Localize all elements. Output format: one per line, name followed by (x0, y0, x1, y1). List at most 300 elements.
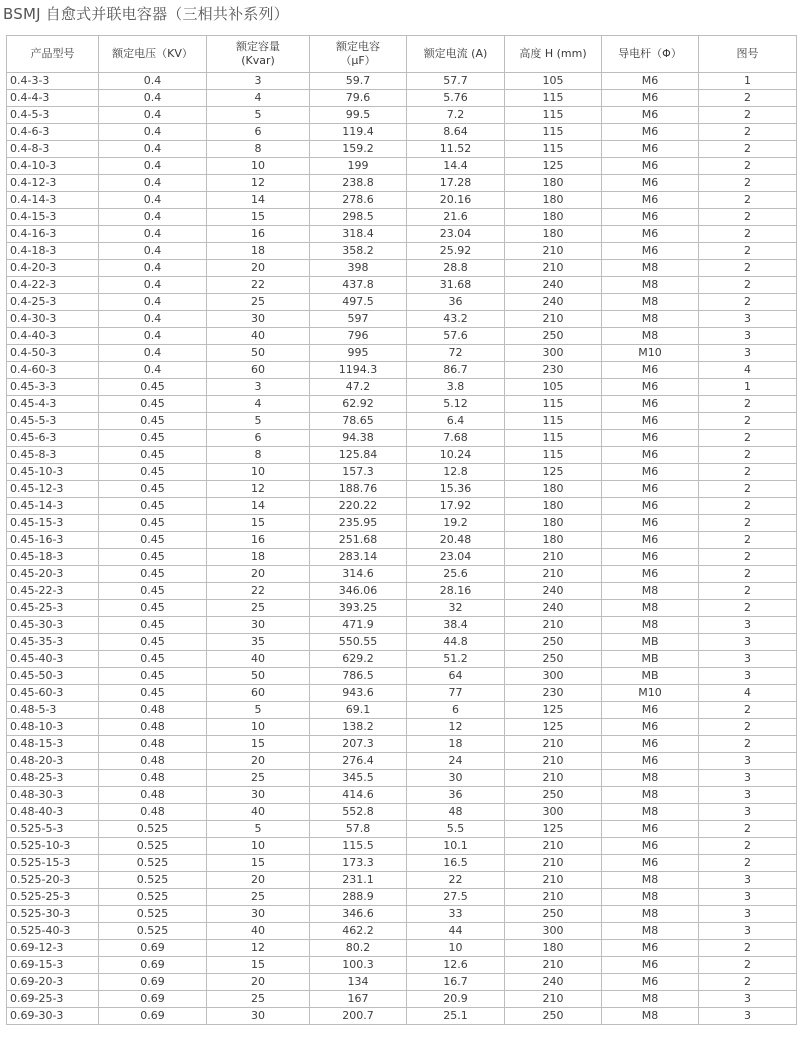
cell-rated-capacitance: 276.4 (310, 753, 407, 770)
cell-height: 210 (505, 617, 602, 634)
cell-model: 0.45-5-3 (7, 413, 99, 430)
cell-rated-current: 5.12 (407, 396, 505, 413)
cell-rated-capacitance: 207.3 (310, 736, 407, 753)
cell-rated-current: 28.16 (407, 583, 505, 600)
cell-rated-voltage: 0.45 (99, 600, 207, 617)
cell-model: 0.45-10-3 (7, 464, 99, 481)
table-row (7, 260, 797, 277)
cell-rated-current: 15.36 (407, 481, 505, 498)
cell-rated-current: 17.92 (407, 498, 505, 515)
cell-height: 250 (505, 328, 602, 345)
cell-rated-capacity: 8 (207, 447, 310, 464)
cell-rated-capacitance: 398 (310, 260, 407, 277)
cell-rated-capacitance: 298.5 (310, 209, 407, 226)
cell-model: 0.69-30-3 (7, 1008, 99, 1025)
cell-rated-voltage: 0.4 (99, 294, 207, 311)
cell-figure-no: 2 (699, 549, 797, 566)
table-row (7, 838, 797, 855)
cell-model: 0.45-16-3 (7, 532, 99, 549)
cell-terminal-rod: M6 (602, 209, 699, 226)
cell-rated-voltage: 0.4 (99, 209, 207, 226)
table-row (7, 549, 797, 566)
cell-model: 0.48-15-3 (7, 736, 99, 753)
cell-rated-capacity: 40 (207, 923, 310, 940)
cell-rated-capacitance: 462.2 (310, 923, 407, 940)
cell-rated-capacity: 14 (207, 498, 310, 515)
cell-height: 115 (505, 396, 602, 413)
table-row (7, 566, 797, 583)
cell-rated-capacity: 10 (207, 464, 310, 481)
cell-rated-voltage: 0.4 (99, 175, 207, 192)
cell-rated-current: 57.6 (407, 328, 505, 345)
cell-rated-current: 28.8 (407, 260, 505, 277)
cell-model: 0.69-12-3 (7, 940, 99, 957)
cell-terminal-rod: M8 (602, 294, 699, 311)
cell-rated-current: 22 (407, 872, 505, 889)
cell-terminal-rod: M6 (602, 549, 699, 566)
cell-height: 230 (505, 362, 602, 379)
cell-rated-capacity: 30 (207, 617, 310, 634)
cell-model: 0.45-25-3 (7, 600, 99, 617)
cell-figure-no: 3 (699, 651, 797, 668)
cell-rated-voltage: 0.45 (99, 549, 207, 566)
cell-height: 210 (505, 243, 602, 260)
cell-rated-voltage: 0.4 (99, 311, 207, 328)
cell-rated-voltage: 0.525 (99, 855, 207, 872)
cell-rated-current: 10.24 (407, 447, 505, 464)
cell-figure-no: 2 (699, 226, 797, 243)
table-header (7, 36, 797, 73)
cell-terminal-rod: M6 (602, 413, 699, 430)
cell-terminal-rod: MB (602, 651, 699, 668)
table-body (7, 73, 797, 1025)
cell-height: 105 (505, 379, 602, 396)
cell-figure-no: 2 (699, 566, 797, 583)
cell-figure-no: 2 (699, 719, 797, 736)
cell-rated-capacity: 5 (207, 413, 310, 430)
cell-rated-capacitance: 167 (310, 991, 407, 1008)
table-row (7, 498, 797, 515)
cell-rated-capacity: 16 (207, 532, 310, 549)
cell-rated-current: 44 (407, 923, 505, 940)
cell-model: 0.4-6-3 (7, 124, 99, 141)
table-row (7, 668, 797, 685)
cell-rated-current: 25.92 (407, 243, 505, 260)
cell-rated-capacity: 5 (207, 821, 310, 838)
table-row (7, 277, 797, 294)
cell-terminal-rod: M8 (602, 617, 699, 634)
cell-rated-capacitance: 786.5 (310, 668, 407, 685)
cell-height: 250 (505, 787, 602, 804)
cell-rated-capacity: 20 (207, 974, 310, 991)
cell-rated-voltage: 0.45 (99, 685, 207, 702)
cell-rated-voltage: 0.4 (99, 124, 207, 141)
table-row (7, 753, 797, 770)
cell-figure-no: 3 (699, 311, 797, 328)
cell-figure-no: 3 (699, 906, 797, 923)
header-terminal-rod: 导电杆（Φ） (602, 36, 699, 73)
cell-figure-no: 2 (699, 855, 797, 872)
table-row (7, 379, 797, 396)
cell-model: 0.4-10-3 (7, 158, 99, 175)
cell-model: 0.4-16-3 (7, 226, 99, 243)
cell-height: 240 (505, 294, 602, 311)
cell-height: 180 (505, 209, 602, 226)
cell-terminal-rod: M6 (602, 362, 699, 379)
table-row (7, 889, 797, 906)
cell-rated-capacitance: 69.1 (310, 702, 407, 719)
cell-model: 0.45-40-3 (7, 651, 99, 668)
cell-rated-capacity: 50 (207, 345, 310, 362)
cell-model: 0.4-15-3 (7, 209, 99, 226)
table-row (7, 685, 797, 702)
cell-rated-capacity: 25 (207, 600, 310, 617)
cell-figure-no: 3 (699, 753, 797, 770)
cell-rated-capacitance: 251.68 (310, 532, 407, 549)
cell-rated-voltage: 0.525 (99, 838, 207, 855)
cell-rated-voltage: 0.45 (99, 396, 207, 413)
cell-terminal-rod: M6 (602, 141, 699, 158)
cell-terminal-rod: M6 (602, 464, 699, 481)
cell-figure-no: 2 (699, 957, 797, 974)
cell-terminal-rod: M6 (602, 226, 699, 243)
cell-model: 0.48-30-3 (7, 787, 99, 804)
cell-figure-no: 3 (699, 668, 797, 685)
cell-rated-current: 86.7 (407, 362, 505, 379)
cell-figure-no: 2 (699, 294, 797, 311)
cell-model: 0.4-50-3 (7, 345, 99, 362)
table-row (7, 158, 797, 175)
table-row (7, 447, 797, 464)
cell-rated-voltage: 0.525 (99, 923, 207, 940)
cell-rated-current: 31.68 (407, 277, 505, 294)
cell-terminal-rod: M8 (602, 1008, 699, 1025)
header-model: 产品型号 (7, 36, 99, 73)
cell-terminal-rod: M6 (602, 243, 699, 260)
cell-figure-no: 2 (699, 481, 797, 498)
table-row (7, 226, 797, 243)
cell-figure-no: 2 (699, 464, 797, 481)
cell-height: 250 (505, 634, 602, 651)
cell-model: 0.525-25-3 (7, 889, 99, 906)
cell-terminal-rod: M6 (602, 940, 699, 957)
cell-terminal-rod: MB (602, 668, 699, 685)
table-row (7, 583, 797, 600)
cell-rated-capacitance: 100.3 (310, 957, 407, 974)
cell-terminal-rod: M6 (602, 379, 699, 396)
table-row (7, 311, 797, 328)
cell-height: 180 (505, 498, 602, 515)
cell-rated-capacity: 40 (207, 804, 310, 821)
cell-terminal-rod: M6 (602, 90, 699, 107)
cell-height: 115 (505, 447, 602, 464)
cell-rated-capacity: 18 (207, 243, 310, 260)
cell-terminal-rod: M6 (602, 957, 699, 974)
cell-rated-capacity: 5 (207, 702, 310, 719)
cell-rated-current: 27.5 (407, 889, 505, 906)
cell-model: 0.45-4-3 (7, 396, 99, 413)
cell-rated-capacitance: 220.22 (310, 498, 407, 515)
cell-height: 240 (505, 583, 602, 600)
cell-rated-capacity: 16 (207, 226, 310, 243)
cell-rated-capacitance: 78.65 (310, 413, 407, 430)
cell-rated-capacitance: 471.9 (310, 617, 407, 634)
cell-height: 210 (505, 311, 602, 328)
table-row (7, 243, 797, 260)
cell-terminal-rod: M8 (602, 991, 699, 1008)
cell-terminal-rod: M8 (602, 923, 699, 940)
cell-terminal-rod: M8 (602, 906, 699, 923)
cell-rated-voltage: 0.48 (99, 702, 207, 719)
cell-terminal-rod: M8 (602, 583, 699, 600)
cell-rated-capacity: 12 (207, 940, 310, 957)
cell-model: 0.45-8-3 (7, 447, 99, 464)
cell-rated-capacitance: 115.5 (310, 838, 407, 855)
cell-rated-capacity: 20 (207, 566, 310, 583)
table-row (7, 1008, 797, 1025)
cell-rated-current: 20.9 (407, 991, 505, 1008)
cell-model: 0.525-40-3 (7, 923, 99, 940)
cell-figure-no: 3 (699, 634, 797, 651)
cell-rated-capacitance: 283.14 (310, 549, 407, 566)
cell-rated-capacitance: 173.3 (310, 855, 407, 872)
cell-rated-capacity: 40 (207, 328, 310, 345)
cell-model: 0.45-15-3 (7, 515, 99, 532)
cell-rated-current: 19.2 (407, 515, 505, 532)
cell-figure-no: 2 (699, 702, 797, 719)
cell-terminal-rod: M6 (602, 175, 699, 192)
cell-rated-current: 77 (407, 685, 505, 702)
cell-rated-current: 7.2 (407, 107, 505, 124)
cell-model: 0.525-5-3 (7, 821, 99, 838)
cell-rated-capacitance: 943.6 (310, 685, 407, 702)
table-row (7, 821, 797, 838)
cell-height: 180 (505, 940, 602, 957)
cell-rated-capacitance: 238.8 (310, 175, 407, 192)
table-row (7, 413, 797, 430)
cell-terminal-rod: M6 (602, 498, 699, 515)
cell-terminal-rod: M6 (602, 566, 699, 583)
cell-rated-capacity: 22 (207, 277, 310, 294)
cell-height: 180 (505, 481, 602, 498)
cell-figure-no: 2 (699, 277, 797, 294)
cell-rated-capacity: 18 (207, 549, 310, 566)
cell-height: 180 (505, 175, 602, 192)
cell-figure-no: 3 (699, 923, 797, 940)
page-title: BSMJ 自愈式并联电容器（三相共补系列） (3, 5, 289, 23)
cell-model: 0.525-30-3 (7, 906, 99, 923)
cell-model: 0.4-4-3 (7, 90, 99, 107)
cell-rated-capacity: 4 (207, 90, 310, 107)
cell-terminal-rod: M10 (602, 685, 699, 702)
cell-terminal-rod: M6 (602, 702, 699, 719)
cell-height: 210 (505, 838, 602, 855)
cell-figure-no: 3 (699, 804, 797, 821)
cell-rated-capacitance: 995 (310, 345, 407, 362)
cell-rated-current: 36 (407, 294, 505, 311)
cell-rated-current: 11.52 (407, 141, 505, 158)
cell-rated-current: 20.16 (407, 192, 505, 209)
cell-figure-no: 2 (699, 90, 797, 107)
cell-figure-no: 2 (699, 447, 797, 464)
cell-rated-voltage: 0.69 (99, 974, 207, 991)
cell-figure-no: 2 (699, 583, 797, 600)
cell-height: 300 (505, 804, 602, 821)
cell-rated-capacity: 20 (207, 260, 310, 277)
cell-model: 0.4-12-3 (7, 175, 99, 192)
cell-height: 250 (505, 651, 602, 668)
cell-rated-current: 6.4 (407, 413, 505, 430)
cell-model: 0.45-30-3 (7, 617, 99, 634)
cell-height: 180 (505, 226, 602, 243)
cell-rated-voltage: 0.525 (99, 906, 207, 923)
cell-height: 300 (505, 345, 602, 362)
cell-height: 240 (505, 600, 602, 617)
table-row (7, 634, 797, 651)
cell-rated-capacitance: 59.7 (310, 73, 407, 90)
cell-rated-current: 3.8 (407, 379, 505, 396)
cell-rated-voltage: 0.45 (99, 430, 207, 447)
cell-rated-voltage: 0.525 (99, 872, 207, 889)
cell-figure-no: 2 (699, 175, 797, 192)
cell-rated-capacitance: 314.6 (310, 566, 407, 583)
cell-terminal-rod: M6 (602, 430, 699, 447)
cell-height: 210 (505, 753, 602, 770)
cell-terminal-rod: M8 (602, 889, 699, 906)
table-row (7, 957, 797, 974)
cell-figure-no: 2 (699, 413, 797, 430)
cell-rated-voltage: 0.4 (99, 158, 207, 175)
cell-height: 230 (505, 685, 602, 702)
cell-terminal-rod: M8 (602, 787, 699, 804)
cell-height: 210 (505, 889, 602, 906)
cell-figure-no: 2 (699, 107, 797, 124)
cell-rated-capacity: 30 (207, 311, 310, 328)
cell-height: 240 (505, 974, 602, 991)
cell-rated-capacitance: 345.5 (310, 770, 407, 787)
cell-terminal-rod: M6 (602, 753, 699, 770)
table-row (7, 192, 797, 209)
cell-rated-current: 57.7 (407, 73, 505, 90)
cell-rated-capacitance: 159.2 (310, 141, 407, 158)
cell-rated-capacity: 60 (207, 362, 310, 379)
cell-rated-voltage: 0.45 (99, 668, 207, 685)
table-row (7, 345, 797, 362)
cell-rated-capacitance: 94.38 (310, 430, 407, 447)
cell-terminal-rod: M8 (602, 872, 699, 889)
cell-model: 0.525-20-3 (7, 872, 99, 889)
table-row (7, 107, 797, 124)
cell-rated-capacitance: 497.5 (310, 294, 407, 311)
table-row (7, 923, 797, 940)
cell-rated-capacitance: 157.3 (310, 464, 407, 481)
cell-model: 0.45-22-3 (7, 583, 99, 600)
cell-rated-current: 25.1 (407, 1008, 505, 1025)
cell-height: 300 (505, 668, 602, 685)
cell-rated-capacitance: 358.2 (310, 243, 407, 260)
cell-height: 250 (505, 1008, 602, 1025)
header-rated-capacitance: 额定电容 （μF） (310, 36, 407, 73)
cell-rated-capacitance: 552.8 (310, 804, 407, 821)
cell-rated-current: 30 (407, 770, 505, 787)
table-row (7, 906, 797, 923)
cell-rated-voltage: 0.45 (99, 532, 207, 549)
cell-terminal-rod: M6 (602, 73, 699, 90)
cell-rated-capacitance: 278.6 (310, 192, 407, 209)
cell-terminal-rod: M8 (602, 770, 699, 787)
cell-model: 0.4-5-3 (7, 107, 99, 124)
cell-figure-no: 1 (699, 379, 797, 396)
cell-rated-voltage: 0.45 (99, 481, 207, 498)
cell-model: 0.525-10-3 (7, 838, 99, 855)
cell-terminal-rod: M6 (602, 481, 699, 498)
cell-rated-capacity: 6 (207, 430, 310, 447)
cell-rated-voltage: 0.45 (99, 447, 207, 464)
cell-rated-voltage: 0.4 (99, 107, 207, 124)
cell-terminal-rod: M8 (602, 260, 699, 277)
cell-rated-capacity: 8 (207, 141, 310, 158)
cell-figure-no: 2 (699, 515, 797, 532)
cell-height: 115 (505, 90, 602, 107)
cell-height: 125 (505, 158, 602, 175)
cell-figure-no: 2 (699, 124, 797, 141)
cell-model: 0.45-35-3 (7, 634, 99, 651)
cell-model: 0.4-3-3 (7, 73, 99, 90)
cell-rated-current: 36 (407, 787, 505, 804)
cell-rated-capacitance: 629.2 (310, 651, 407, 668)
table-row (7, 141, 797, 158)
cell-height: 125 (505, 719, 602, 736)
cell-rated-capacity: 10 (207, 838, 310, 855)
cell-figure-no: 3 (699, 770, 797, 787)
cell-rated-capacity: 20 (207, 872, 310, 889)
cell-height: 125 (505, 702, 602, 719)
cell-rated-voltage: 0.45 (99, 379, 207, 396)
cell-model: 0.69-25-3 (7, 991, 99, 1008)
cell-figure-no: 2 (699, 243, 797, 260)
cell-rated-current: 21.6 (407, 209, 505, 226)
cell-rated-capacitance: 288.9 (310, 889, 407, 906)
cell-rated-voltage: 0.48 (99, 719, 207, 736)
table-row (7, 175, 797, 192)
cell-model: 0.48-40-3 (7, 804, 99, 821)
cell-figure-no: 3 (699, 889, 797, 906)
table-row (7, 991, 797, 1008)
cell-rated-current: 16.7 (407, 974, 505, 991)
cell-figure-no: 2 (699, 838, 797, 855)
cell-height: 210 (505, 872, 602, 889)
cell-height: 210 (505, 549, 602, 566)
cell-model: 0.45-20-3 (7, 566, 99, 583)
cell-rated-voltage: 0.4 (99, 226, 207, 243)
table-row (7, 328, 797, 345)
cell-rated-capacity: 3 (207, 73, 310, 90)
cell-figure-no: 3 (699, 991, 797, 1008)
cell-model: 0.45-3-3 (7, 379, 99, 396)
cell-model: 0.4-20-3 (7, 260, 99, 277)
cell-rated-current: 14.4 (407, 158, 505, 175)
cell-rated-voltage: 0.4 (99, 277, 207, 294)
header-height: 高度 H (mm) (505, 36, 602, 73)
cell-rated-capacitance: 393.25 (310, 600, 407, 617)
cell-model: 0.4-25-3 (7, 294, 99, 311)
cell-rated-capacity: 25 (207, 991, 310, 1008)
cell-rated-voltage: 0.69 (99, 940, 207, 957)
cell-figure-no: 2 (699, 192, 797, 209)
cell-model: 0.69-15-3 (7, 957, 99, 974)
cell-terminal-rod: M6 (602, 838, 699, 855)
cell-model: 0.525-15-3 (7, 855, 99, 872)
